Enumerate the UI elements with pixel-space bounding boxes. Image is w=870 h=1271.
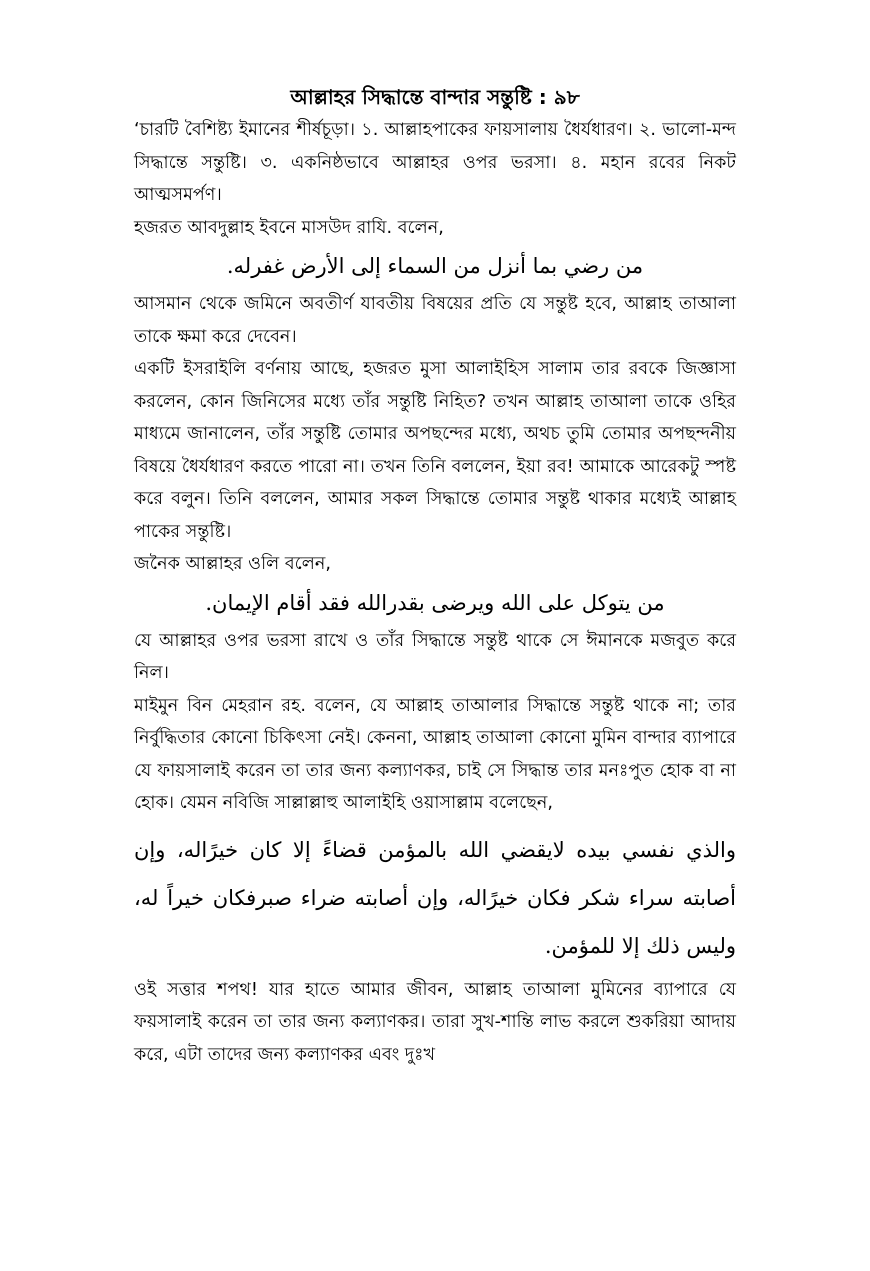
paragraph-israili-narration: একটি ইসরাইলি বর্ণনায় আছে, হজরত মুসা আলাইহিস সালাম তার রবকে জিজ্ঞাসা করলেন, কোন জিনিসের মধ্যে তাঁর সন্তুষ্টি নিহিত? তখন আল্লাহ তাআলা তাকে ওহির মাধ্যমে জানালেন, তাঁর সন্তুষ্টি তোমার অপছন্দের মধ্যে, অথচ তুমি তোমার অপছন্দনীয় বিষয়ে ধৈর্যধারণ করতে পারো না। তখন তিনি বললেন, ইয়া রব! আমাকে আরেকটু স্পষ্ট করে বলুন। তিনি বললেন, আমার সকল সিদ্ধান্তে তোমার সন্তুষ্ট থাকার মধ্যেই আল্লাহ পাকের সন্তুষ্টি। <box>134 359 736 542</box>
paragraph-maimun-statement: মাইমুন বিন মেহরান রহ. বলেন, যে আল্লাহ তাআলার সিদ্ধান্তে সন্তুষ্ট থাকে না; তার নির্বুদ্ধিতার কোনো চিকিৎসা নেই। কেননা, আল্লাহ তাআলা কোনো মুমিন বান্দার ব্যাপারে যে ফায়সালাই করেন তা তার জন্য কল্যাণকর, চাই সে সিদ্ধান্ত তার মনঃপুত হোক বা না হোক। যেমন নবিজি সাল্লাল্লাহু আলাইহি ওয়াসাল্লাম বলেছেন, <box>134 695 736 813</box>
arabic-quote-wali: من يتوكل على الله ويرضى بقدرالله فقد أقام الإيمان. <box>205 590 665 615</box>
paragraph-ibn-masud-intro: হজরত আবদুল্লাহ ইবনে মাসউদ রাযি. বলেন, <box>134 217 444 238</box>
page-title: আল্লাহর সিদ্ধান্তে বান্দার সন্তুষ্টি : ৯৮ <box>290 85 580 109</box>
paragraph-four-qualities: ‘চারটি বৈশিষ্ট্য ইমানের শীর্ষচূড়া। ১. আল্লাহপাকের ফায়সালায় ধৈর্যধারণ। ২. ভালো-মন্দ সিদ্ধান্তে সন্তুষ্টি। ৩. একনিষ্ঠভাবে আল্লাহর ওপর ভরসা। ৪. মহান রবের নিকট আত্মসমর্পণ। <box>134 120 736 205</box>
paragraph-wali-translation: যে আল্লাহর ওপর ভরসা রাখে ও তাঁর সিদ্ধান্তে সন্তুষ্ট থাকে সে ঈমানকে মজবুত করে নিল। <box>134 630 736 683</box>
arabic-hadith: والذي نفسي بيده لايقضي الله بالمؤمن قضاءً إلا كان خيرًاله، وإن أصابته سراء شكر فكان خيرًاله، وإن أصابته ضراء صبرفكان خيراً له، وليس ذلك إلا للمؤمن. <box>134 837 736 958</box>
paragraph-hadith-translation: ওই সত্তার শপথ! যার হাতে আমার জীবন, আল্লাহ তাআলা মুমিনের ব্যাপারে যে ফয়সালাই করেন তা তার জন্য কল্যাণকর। তারা সুখ-শান্তি লাভ করলে শুকরিয়া আদায় করে, এটা তাদের জন্য কল্যাণকর এবং দুঃখ <box>134 979 736 1065</box>
paragraph-ibn-masud-translation: আসমান থেকে জমিনে অবতীর্ণ যাবতীয় বিষয়ের প্রতি যে সন্তুষ্ট হবে, আল্লাহ তাআলা তাকে ক্ষমা করে দেবেন। <box>134 294 736 347</box>
arabic-quote-ibn-masud: من رضي بما أنزل من السماء إلى الأرض غفرله. <box>226 254 644 278</box>
paragraph-wali-intro: জনৈক আল্লাহর ওলি বলেন, <box>134 554 331 574</box>
